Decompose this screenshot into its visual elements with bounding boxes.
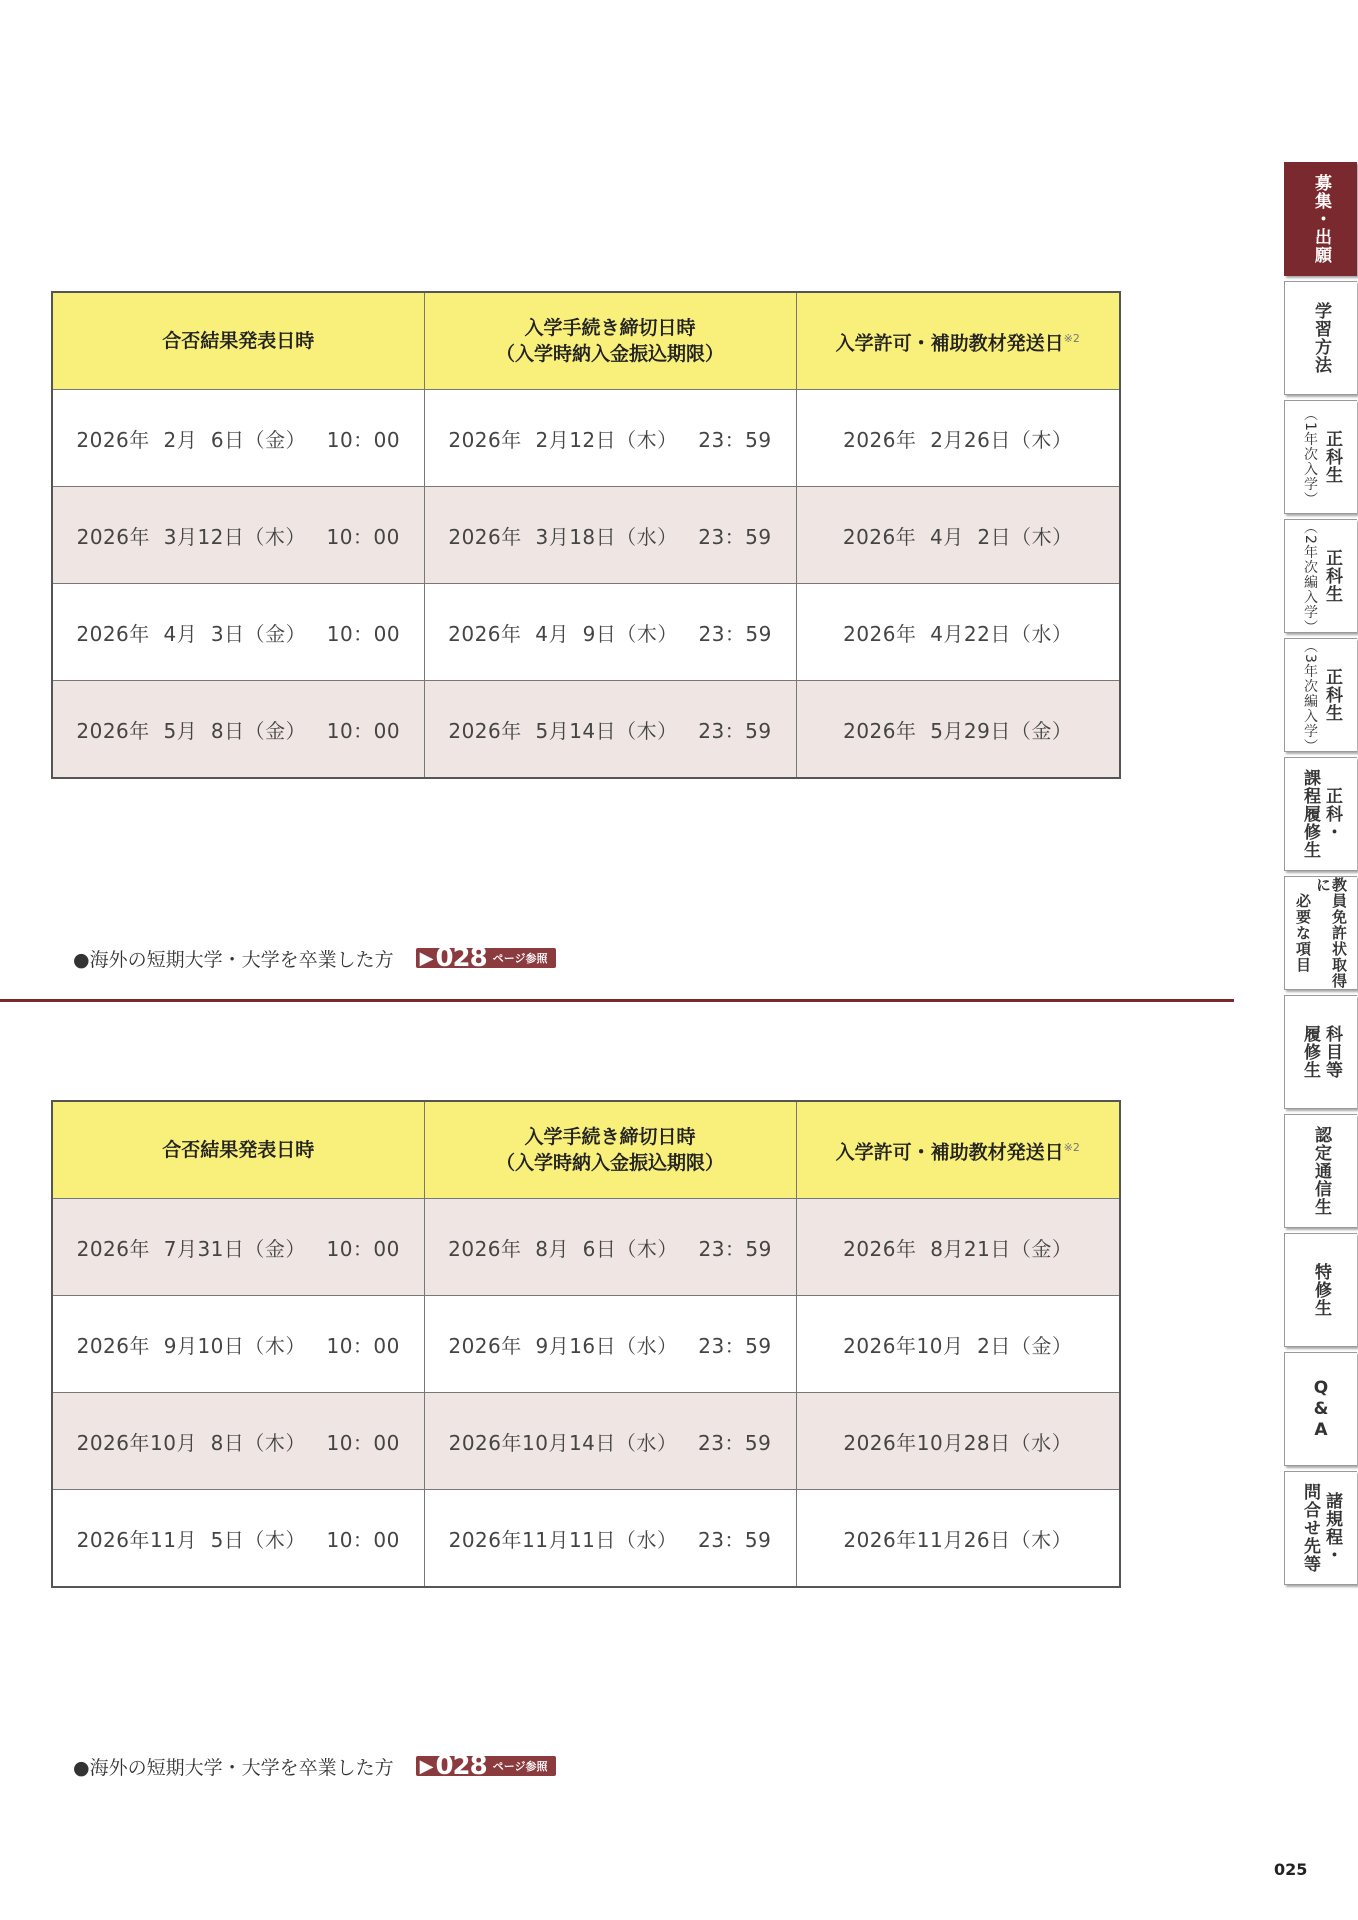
header-deadline-line2: （入学時納入金振込期限） <box>495 343 724 365</box>
tab-label: 募集・出願 <box>1311 174 1331 264</box>
header-deadline-line1: 入学手続き締切日時 <box>524 317 696 339</box>
table-row <box>52 584 1120 681</box>
table-row <box>52 1296 1120 1393</box>
deadline-cell: 2026年 2月12日（木） 23：59 <box>424 390 796 487</box>
tab-sublabel: （1年次入学） <box>1302 407 1318 507</box>
table-row <box>52 487 1120 584</box>
tab-label: 正科生 <box>1322 430 1342 484</box>
deadline-cell: 2026年 3月18日（水） 23：59 <box>424 487 796 584</box>
header-result-datetime: 合否結果発表日時 <box>52 292 424 390</box>
header-deadline <box>424 292 796 390</box>
note-text: ●海外の短期大学・大学を卒業した方 <box>73 1756 394 1779</box>
tab-regulations-contacts[interactable] <box>1284 1471 1357 1585</box>
tab-label: 正科・ <box>1322 787 1342 841</box>
deadline-cell: 2026年10月14日（水） 23：59 <box>424 1393 796 1490</box>
header-ship-label: 入学許可・補助教材発送日 <box>835 332 1064 355</box>
tab-subject-students[interactable] <box>1284 995 1357 1109</box>
note-overseas-graduates <box>73 1751 556 1781</box>
tab-recruitment-application[interactable] <box>1284 162 1357 276</box>
header-deadline-line1: 入学手続き締切日時 <box>524 1126 696 1148</box>
header-ship-date <box>796 1101 1120 1199</box>
note-text: ●海外の短期大学・大学を卒業した方 <box>73 948 394 971</box>
table-row <box>52 390 1120 487</box>
tab-regular-2nd-year[interactable] <box>1284 519 1357 633</box>
play-arrow-icon: ▶ <box>419 947 434 969</box>
tab-label: 特修生 <box>1311 1263 1331 1317</box>
result-cell: 2026年 9月10日（木） 10：00 <box>52 1296 424 1393</box>
deadline-cell: 2026年11月11日（水） 23：59 <box>424 1490 796 1588</box>
page-ref-link[interactable] <box>416 943 556 973</box>
deadline-cell: 2026年 4月 9日（木） 23：59 <box>424 584 796 681</box>
result-cell: 2026年11月 5日（木） 10：00 <box>52 1490 424 1588</box>
page-ref-link[interactable] <box>416 1751 556 1781</box>
result-cell: 2026年 2月 6日（金） 10：00 <box>52 390 424 487</box>
tab-course-students[interactable] <box>1284 757 1357 871</box>
header-result-datetime: 合否結果発表日時 <box>52 1101 424 1199</box>
table-header-row <box>52 292 1120 390</box>
footnote-mark: ※2 <box>1063 331 1080 345</box>
table-row <box>52 1199 1120 1296</box>
table-row <box>52 1490 1120 1588</box>
page-ref-number: 028 <box>435 943 487 973</box>
tab-certified-correspondence[interactable] <box>1284 1114 1357 1228</box>
table-row <box>52 681 1120 779</box>
header-ship-label: 入学許可・補助教材発送日 <box>835 1141 1064 1164</box>
note-overseas-graduates <box>73 943 556 973</box>
tab-regular-1st-year[interactable] <box>1284 400 1357 514</box>
tab-label: Q&A <box>1311 1377 1331 1441</box>
schedule-table-1 <box>51 291 1121 779</box>
ship-cell: 2026年10月28日（水） <box>796 1393 1120 1490</box>
table-row <box>52 1393 1120 1490</box>
result-cell: 2026年 4月 3日（金） 10：00 <box>52 584 424 681</box>
section-divider <box>0 999 1234 1002</box>
header-ship-date <box>796 292 1120 390</box>
tab-label: 科目等 <box>1322 1025 1342 1079</box>
result-cell: 2026年 7月31日（金） 10：00 <box>52 1199 424 1296</box>
schedule-table-2 <box>51 1100 1121 1588</box>
tab-label: 教員免許状取得に <box>1314 877 1348 989</box>
tab-label: 課程履修生 <box>1300 769 1320 859</box>
tab-label: 問合せ先等 <box>1300 1483 1320 1573</box>
ship-cell: 2026年 4月 2日（木） <box>796 487 1120 584</box>
tab-label: 履修生 <box>1300 1025 1320 1079</box>
result-cell: 2026年 5月 8日（金） 10：00 <box>52 681 424 779</box>
play-arrow-icon: ▶ <box>419 1755 434 1777</box>
tab-label: 必要な項目 <box>1294 893 1312 973</box>
ship-cell: 2026年 4月22日（水） <box>796 584 1120 681</box>
tab-sublabel: （3年次編入学） <box>1302 639 1318 754</box>
table-header-row <box>52 1101 1120 1199</box>
header-deadline <box>424 1101 796 1199</box>
deadline-cell: 2026年 5月14日（木） 23：59 <box>424 681 796 779</box>
page-ref-label: ページ参照 <box>492 1760 548 1773</box>
tab-qa[interactable] <box>1284 1352 1357 1466</box>
tab-label: 認定通信生 <box>1311 1126 1331 1216</box>
ship-cell: 2026年 2月26日（木） <box>796 390 1120 487</box>
page-number: 025 <box>1274 1860 1308 1879</box>
tab-regular-3rd-year[interactable] <box>1284 638 1357 752</box>
page-ref-label: ページ参照 <box>492 952 548 965</box>
footnote-mark: ※2 <box>1063 1140 1080 1154</box>
tab-teacher-license[interactable] <box>1284 876 1357 990</box>
deadline-cell: 2026年 8月 6日（木） 23：59 <box>424 1199 796 1296</box>
page-ref-number: 028 <box>435 1751 487 1781</box>
tab-study-methods[interactable] <box>1284 281 1357 395</box>
tab-label: 学習方法 <box>1311 302 1331 374</box>
ship-cell: 2026年10月 2日（金） <box>796 1296 1120 1393</box>
ship-cell: 2026年 8月21日（金） <box>796 1199 1120 1296</box>
result-cell: 2026年10月 8日（木） 10：00 <box>52 1393 424 1490</box>
tab-special-students[interactable] <box>1284 1233 1357 1347</box>
tab-label: 正科生 <box>1322 668 1342 722</box>
tab-label: 諸規程・ <box>1322 1492 1342 1564</box>
deadline-cell: 2026年 9月16日（水） 23：59 <box>424 1296 796 1393</box>
tab-label: 正科生 <box>1322 549 1342 603</box>
tab-sublabel: （2年次編入学） <box>1302 520 1318 635</box>
header-deadline-line2: （入学時納入金振込期限） <box>495 1152 724 1174</box>
ship-cell: 2026年11月26日（木） <box>796 1490 1120 1588</box>
result-cell: 2026年 3月12日（木） 10：00 <box>52 487 424 584</box>
ship-cell: 2026年 5月29日（金） <box>796 681 1120 779</box>
